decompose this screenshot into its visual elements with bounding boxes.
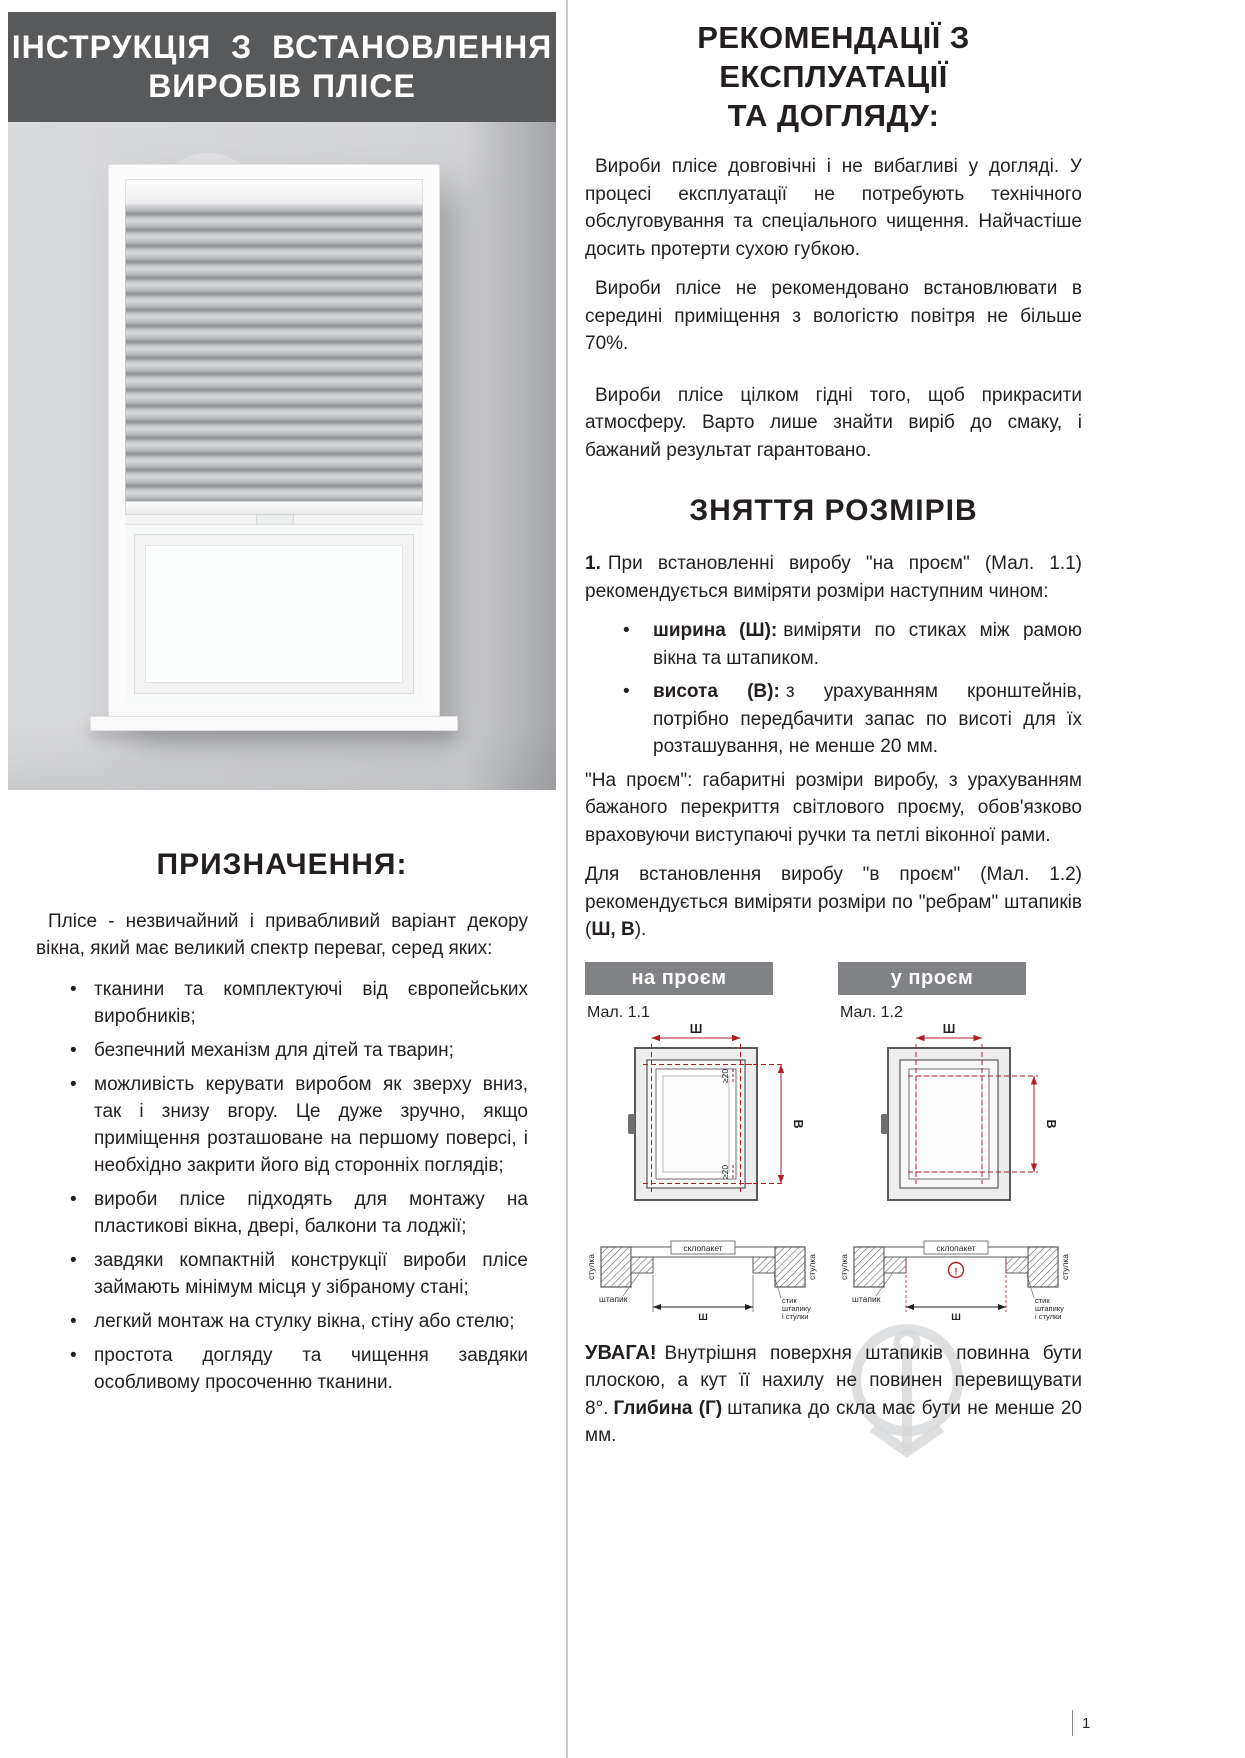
- list-item: [623, 617, 1082, 672]
- figure-2: [838, 962, 1074, 1322]
- window-frame: [108, 164, 440, 718]
- wall-corner-shade: [464, 122, 556, 790]
- window-sill: [90, 716, 458, 731]
- list-item: • безпечний механізм для дітей та тварин;: [68, 1037, 528, 1064]
- joint-label-3: і стулки: [1035, 1311, 1062, 1321]
- left-header-banner: [8, 12, 556, 122]
- sash-label-right: стулка: [1060, 1253, 1070, 1280]
- note2-bold: Ш, В: [591, 919, 635, 940]
- term-width-text: виміряти по стиках між рамою вікна та штапиком.: [653, 620, 1082, 669]
- joint-label-1: стик: [782, 1295, 797, 1305]
- sash-label-right: стулка: [807, 1253, 817, 1280]
- glazing-label: склопакет: [683, 1242, 723, 1253]
- attention-text-2: штапика до скла має бути не менше 20 мм.: [585, 1397, 1082, 1446]
- attention-bold-depth: Глибина (Г): [613, 1397, 723, 1419]
- warning-exclamation: !: [954, 1266, 958, 1277]
- care-title: [585, 18, 1082, 135]
- figure-1-header: [585, 962, 773, 995]
- note2-text-b: ).: [634, 919, 647, 940]
- window-sash: [135, 535, 413, 693]
- blind-cassette: [125, 179, 423, 205]
- joint-label-3: і стулки: [782, 1311, 809, 1321]
- attention-label: УВАГА!: [585, 1341, 657, 1364]
- list-item: • простота догляду та чищення завдяки особливому просоченню тканини.: [68, 1342, 528, 1396]
- banner-line2: ВИРОБІВ ПЛІСЕ: [148, 68, 416, 104]
- term-height: висота (В):: [653, 681, 780, 702]
- list-item: • тканини та комплектуючі від європейських виробників;: [68, 976, 528, 1030]
- figure-1: [585, 962, 821, 1322]
- window-frame-drawing: [881, 1048, 1010, 1200]
- measuring-list: [623, 617, 1082, 761]
- pleated-blind: [125, 205, 423, 501]
- list-item: • вироби плісе підходять для монтажу на пластикові вікна, двері, балкони та лоджії;: [68, 1186, 528, 1240]
- window-inner: [125, 179, 423, 703]
- figure-2-header-label: у проєм: [890, 966, 974, 989]
- window-frame-drawing: [628, 1048, 757, 1200]
- list-item: • можливість керувати виробом як зверху вниз, так і знизу вгору. Це дуже зручно, якщо приміщення розташоване на першому поверсі, і необхідно закрити його від сторонніх поглядів;: [68, 1071, 528, 1179]
- bead-label: штапик: [852, 1293, 881, 1304]
- figure-2-drawing: [838, 1022, 1074, 1322]
- figure-1-header-label: на проєм: [631, 966, 727, 989]
- measuring-note-2: [585, 861, 1082, 944]
- figure-2-caption: Мал. 1.2: [840, 1003, 903, 1021]
- window-glass: [125, 524, 423, 703]
- right-column: [585, 18, 1082, 1450]
- section-width-label: Ш: [698, 1311, 708, 1322]
- height-label: В: [1044, 1118, 1058, 1129]
- joint-label-2: штапику: [782, 1303, 811, 1313]
- gap-top-label: ≥20: [720, 1068, 730, 1083]
- step-number: 1.: [585, 553, 601, 574]
- care-paragraph-3: Вироби плісе цілком гідні того, щоб прикрасити атмосферу. Варто лише знайти виріб до смаку, і бажаний результат гарантовано.: [585, 384, 1082, 461]
- purpose-section: [8, 848, 556, 1403]
- sash-label-left: стулка: [586, 1253, 596, 1280]
- column-divider: [566, 0, 568, 1758]
- measuring-title: ЗНЯТТЯ РОЗМІРІВ: [689, 494, 978, 527]
- section-width-label: Ш: [951, 1311, 961, 1322]
- window-photo-illustration: [8, 122, 556, 790]
- step-text: При встановленні виробу "на проєм" (Мал. 1.1) рекомендується виміряти розміри наступним чином:: [585, 553, 1082, 602]
- cross-section: [586, 1241, 817, 1322]
- term-height-text: з урахуванням кронштейнів, потрібно передбачити запас по висоті для їх розташування, не менше 20 мм.: [653, 681, 1082, 757]
- page-footer: [1072, 1710, 1090, 1736]
- measuring-step-1: [585, 550, 1082, 605]
- glazing-label: склопакет: [936, 1242, 976, 1253]
- floor-shadow: [8, 726, 556, 790]
- figure-1-caption: Мал. 1.1: [587, 1003, 650, 1021]
- attention-text-1: Внутрішня поверхня штапиків повинна бути плоскою, а кут її нахилу не повинен перевищувати 8°.: [585, 1342, 1082, 1419]
- care-title-line1: РЕКОМЕНДАЦІЇ З ЕКСПЛУАТАЦІЇ: [697, 20, 970, 94]
- width-label: Ш: [942, 1021, 956, 1036]
- height-label: В: [791, 1118, 805, 1129]
- cross-section: [839, 1241, 1070, 1322]
- measuring-note-1: "На проєм": габаритні розміри виробу, з урахуванням бажаного перекриття світлового проєму, обов'язково враховуючи виступаючі ручки та петлі віконної рами.: [585, 769, 1082, 846]
- list-item: [623, 678, 1082, 761]
- care-paragraph-2: Вироби плісе не рекомендовано встановлювати в середині приміщення з вологістю повітря не більше 70%.: [585, 278, 1082, 354]
- purpose-intro: Плісе - незвичайний і привабливий варіант декору вікна, який має великий спектр переваг, серед яких:: [36, 911, 528, 959]
- joint-label-1: стик: [1035, 1295, 1050, 1305]
- term-width: ширина (Ш):: [653, 620, 778, 641]
- list-item: • завдяки компактній конструкції вироби плісе займають мінімум місця у зібраному стані;: [68, 1247, 528, 1301]
- bead-label: штапик: [599, 1293, 628, 1304]
- gap-bottom-label: ≥20: [720, 1164, 730, 1179]
- list-item: • легкий монтаж на стулку вікна, стіну або стелю;: [68, 1308, 528, 1335]
- purpose-title: ПРИЗНАЧЕННЯ:: [156, 848, 408, 881]
- width-label: Ш: [689, 1021, 703, 1036]
- care-paragraph-1: Вироби плісе довговічні і не вибагливі у догляді. У процесі експлуатації не потребують технічного обслуговування та спеціального чищення. Найчастіше досить протерти сухою губкою.: [585, 156, 1082, 260]
- figure-1-drawing: [585, 1022, 821, 1322]
- purpose-list: [68, 976, 528, 1396]
- sash-label-left: стулка: [839, 1253, 849, 1280]
- attention-paragraph: [585, 1340, 1082, 1450]
- page-number: 1: [1082, 1714, 1091, 1732]
- care-title-line2: ТА ДОГЛЯДУ:: [727, 98, 940, 133]
- footer-divider: [1072, 1710, 1073, 1736]
- blind-bottom-rail: [125, 501, 423, 515]
- joint-label-2: штапику: [1035, 1303, 1064, 1313]
- note2-text-a: Для встановлення виробу "в проєм" (Мал. 1.2) рекомендується виміряти розміри по "ребрам" штапиків (: [585, 864, 1082, 940]
- diagrams-row: [585, 962, 1082, 1322]
- figure-2-header: [838, 962, 1026, 995]
- banner-line1: ІНСТРУКЦІЯ З ВСТАНОВЛЕННЯ: [11, 29, 553, 65]
